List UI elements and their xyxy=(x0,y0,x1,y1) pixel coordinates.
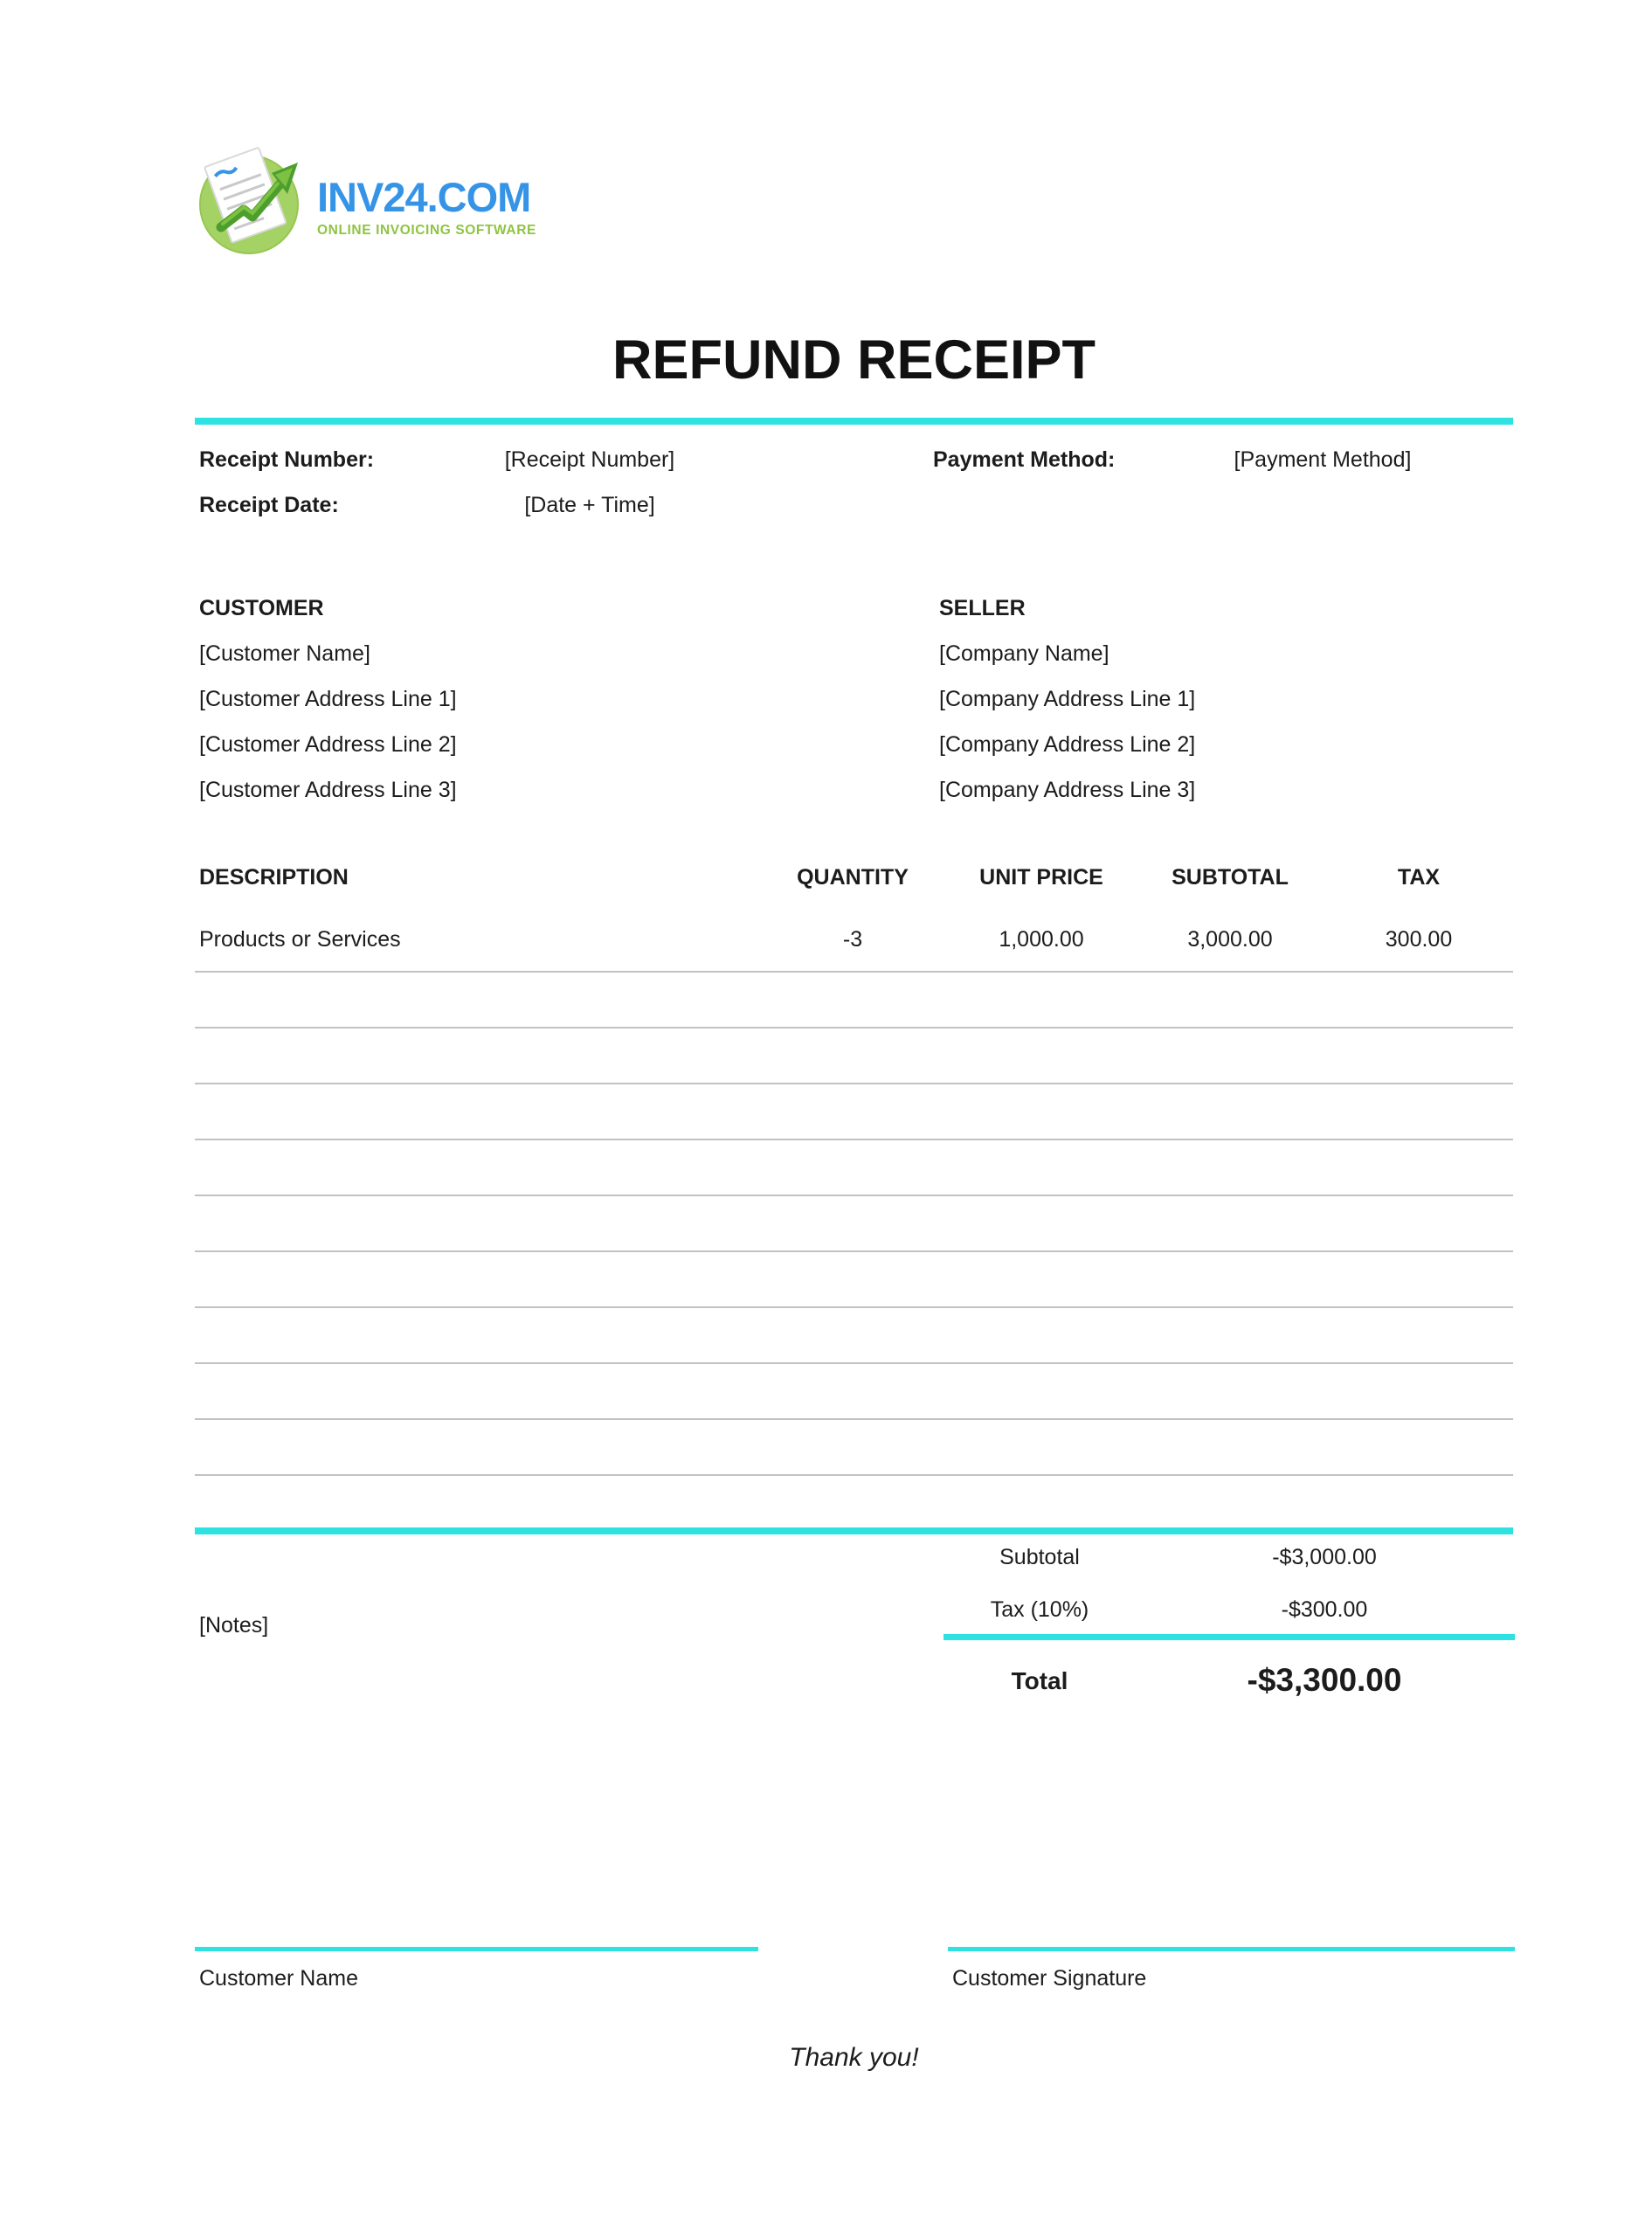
table-empty-row xyxy=(195,973,1513,1028)
customer-name-line-rule xyxy=(195,1947,758,1951)
table-empty-row xyxy=(195,1252,1513,1308)
table-empty-row xyxy=(195,1196,1513,1252)
receipt-date-value: [Date + Time] xyxy=(524,493,655,517)
cell-unit-price: 1,000.00 xyxy=(999,927,1084,952)
subtotal-label: Subtotal xyxy=(999,1545,1080,1569)
seller-section xyxy=(939,596,1428,803)
total-value: -$3,300.00 xyxy=(1247,1662,1402,1698)
brand-tagline: ONLINE INVOICING SOFTWARE xyxy=(317,223,536,238)
receipt-number-label: Receipt Number: xyxy=(199,447,375,472)
brand-name: INV24.COM xyxy=(317,174,531,220)
receipt-date-label: Receipt Date: xyxy=(199,493,339,517)
payment-method-value: [Payment Method] xyxy=(1234,447,1412,472)
customer-name-line: [Customer Name] xyxy=(199,641,370,666)
company-address-line-1: [Company Address Line 1] xyxy=(939,687,1196,711)
page-title: REFUND RECEIPT xyxy=(612,329,1096,391)
table-empty-row xyxy=(195,1084,1513,1140)
table-empty-row xyxy=(195,1140,1513,1196)
table-empty-row xyxy=(195,1364,1513,1420)
items-table-header xyxy=(195,865,1513,902)
divider-total xyxy=(944,1634,1515,1640)
cell-subtotal: 3,000.00 xyxy=(1187,927,1273,952)
company-name-line: [Company Name] xyxy=(939,641,1109,666)
cell-tax: 300.00 xyxy=(1385,927,1453,952)
divider-top xyxy=(195,418,1513,425)
company-address-line-3: [Company Address Line 3] xyxy=(939,778,1196,802)
table-empty-row xyxy=(195,1028,1513,1084)
header-description: DESCRIPTION xyxy=(199,865,349,890)
items-table-body xyxy=(195,909,1513,1527)
receipt-number-value: [Receipt Number] xyxy=(504,447,675,472)
customer-signature-label: Customer Signature xyxy=(952,1966,1147,1991)
tax-value: -$300.00 xyxy=(1281,1597,1368,1622)
header-subtotal: SUBTOTAL xyxy=(1172,865,1289,890)
notes-placeholder: [Notes] xyxy=(199,1613,269,1638)
payment-method-label: Payment Method: xyxy=(933,447,1116,472)
subtotal-value: -$3,000.00 xyxy=(1272,1545,1377,1569)
company-address-line-2: [Company Address Line 2] xyxy=(939,732,1196,757)
customer-name-label: Customer Name xyxy=(199,1966,358,1991)
table-row xyxy=(195,909,1513,973)
table-empty-row xyxy=(195,1308,1513,1364)
customer-heading: CUSTOMER xyxy=(199,596,324,620)
divider-items-end xyxy=(195,1527,1513,1534)
customer-address-line-1: [Customer Address Line 1] xyxy=(199,687,457,711)
logo xyxy=(195,140,536,255)
total-label: Total xyxy=(1011,1667,1068,1694)
table-empty-row xyxy=(195,1420,1513,1476)
header-quantity: QUANTITY xyxy=(797,865,909,890)
customer-address-line-2: [Customer Address Line 2] xyxy=(199,732,457,757)
customer-address-line-3: [Customer Address Line 3] xyxy=(199,778,457,802)
customer-signature-line-rule xyxy=(948,1947,1515,1951)
items-empty-rows xyxy=(195,973,1513,1527)
items-table xyxy=(195,865,1513,1527)
table-empty-row xyxy=(195,1476,1513,1527)
customer-section xyxy=(199,596,688,803)
thank-you-text: Thank you! xyxy=(789,2043,919,2072)
invoice-arrow-icon xyxy=(195,140,310,255)
cell-quantity: -3 xyxy=(842,927,863,952)
logo-text xyxy=(317,174,536,239)
tax-label: Tax (10%) xyxy=(990,1597,1089,1622)
cell-description: Products or Services xyxy=(199,927,401,952)
seller-heading: SELLER xyxy=(939,596,1026,620)
header-tax: TAX xyxy=(1397,865,1441,890)
header-unit-price: UNIT PRICE xyxy=(979,865,1103,890)
